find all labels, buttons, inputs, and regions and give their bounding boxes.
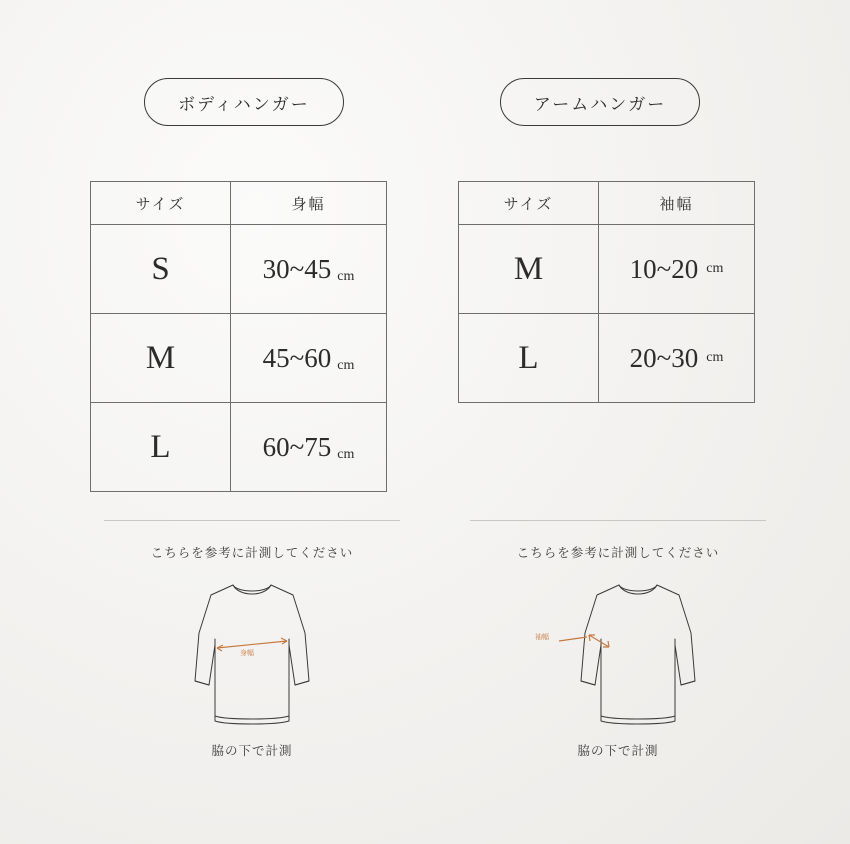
cell-size: L (91, 403, 231, 492)
cell-value-unit: cm (337, 357, 355, 373)
heading-pill-body-hanger (144, 78, 344, 126)
cell-value-number: 60~75 (262, 431, 332, 462)
cell-value-number: 30~45 (262, 253, 332, 284)
cell-size: M (459, 225, 599, 314)
long-sleeve-shirt-icon (523, 573, 713, 733)
column-header-size: サイズ (459, 182, 599, 225)
table-row (91, 403, 387, 492)
cell-value (599, 314, 755, 403)
long-sleeve-shirt-icon (177, 573, 327, 733)
measurement-guide-arm (470, 520, 766, 759)
table-row (91, 225, 387, 314)
shirt-illustration-body (104, 573, 400, 733)
cell-value-unit: cm (706, 349, 724, 365)
heading-pill-arm-hanger-label: アームハンガー (533, 94, 667, 114)
cell-value (231, 403, 387, 492)
body-hanger-size-table (90, 181, 387, 492)
column-header-size: サイズ (91, 182, 231, 225)
cell-value-number: 20~30 (629, 342, 699, 373)
divider (104, 520, 400, 521)
guide-caption: こちらを参考に計測してください (516, 546, 720, 560)
heading-pill-arm-hanger (500, 78, 700, 126)
cell-value (231, 225, 387, 314)
cell-value-unit: cm (337, 268, 355, 284)
cell-value-unit: cm (706, 260, 724, 276)
cell-value (599, 225, 755, 314)
column-header-sleeve-width: 袖幅 (599, 182, 755, 225)
column-header-width: 身幅 (231, 182, 387, 225)
table-row (91, 314, 387, 403)
cell-value-number: 45~60 (262, 342, 332, 373)
measure-label-arm: 袖幅 (535, 634, 549, 641)
table-row (459, 314, 755, 403)
cell-size: S (91, 225, 231, 314)
table-header-row (91, 182, 387, 225)
shirt-illustration-arm (470, 573, 766, 733)
cell-value-number: 10~20 (629, 253, 699, 284)
cell-value-unit: cm (337, 446, 355, 462)
cell-value (231, 314, 387, 403)
measure-label-body: 身幅 (240, 650, 254, 657)
cell-size: L (459, 314, 599, 403)
table-row (459, 225, 755, 314)
table-header-row (459, 182, 755, 225)
cell-size: M (91, 314, 231, 403)
guide-footnote: 脇の下で計測 (211, 744, 293, 758)
guide-footnote: 脇の下で計測 (577, 744, 659, 758)
measurement-guide-body (104, 520, 400, 759)
divider (470, 520, 766, 521)
arm-hanger-size-table (458, 181, 755, 403)
heading-pill-body-hanger-label: ボディハンガー (178, 94, 310, 114)
guide-caption: こちらを参考に計測してください (150, 546, 354, 560)
